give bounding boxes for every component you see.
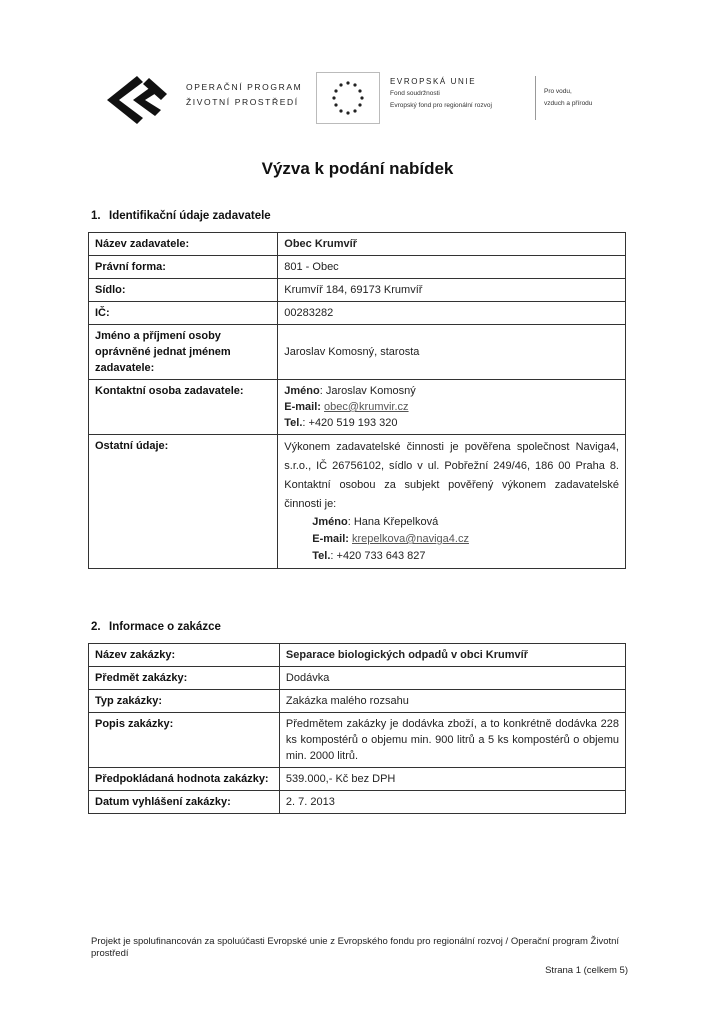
row-value: Dodávka — [279, 667, 625, 690]
footer-funding-note: Projekt je spolufinancován za spoluúčasti Evropské unie z Evropského fondu pro regionální rozvoj / Operační program Životní prostředí — [91, 936, 620, 959]
opzp-logo-icon — [103, 68, 173, 130]
row-label: IČ: — [89, 302, 278, 325]
table-row — [89, 690, 626, 713]
row-value: 539.000,- Kč bez DPH — [279, 768, 625, 791]
contract-info-table — [88, 643, 626, 814]
row-value: Předmětem zakázky je dodávka zboží, a to konkrétně dodávka 228 ks kompostérů o objemu min. 900 litrů a 5 ks kompostérů o objemu min. 2000 litrů. — [279, 713, 625, 768]
motto-text: Pro vodu, vzduch a přírodu — [544, 88, 593, 107]
table-row — [89, 713, 626, 768]
table-row — [89, 256, 626, 279]
row-value: Jaroslav Komosný, starosta — [278, 325, 626, 380]
row-label: Právní forma: — [89, 256, 278, 279]
row-value: 2. 7. 2013 — [279, 791, 625, 814]
row-value: Zakázka malého rozsahu — [279, 690, 625, 713]
row-label: Typ zakázky: — [89, 690, 280, 713]
contact-details: Jméno: Jaroslav Komosný E-mail: obec@krumvir.cz Tel.: +420 519 193 320 — [278, 380, 626, 435]
row-label: Kontaktní osoba zadavatele: — [89, 380, 278, 435]
row-label: Název zakázky: — [89, 644, 280, 667]
row-label: Sídlo: — [89, 279, 278, 302]
delegate-email-link[interactable]: krepelkova@naviga4.cz — [352, 533, 469, 545]
header-divider — [535, 76, 536, 120]
table-row — [89, 667, 626, 690]
row-label: Předpokládaná hodnota zakázky: — [89, 768, 280, 791]
contracting-authority-table — [88, 232, 626, 569]
row-value: Obec Krumvíř — [278, 233, 626, 256]
row-label: Jméno a příjmení osoby oprávněné jednat jménem zadavatele: — [89, 325, 278, 380]
row-label: Název zadavatele: — [89, 233, 278, 256]
table-row — [89, 791, 626, 814]
row-value: 00283282 — [278, 302, 626, 325]
table-row — [89, 279, 626, 302]
row-label: Ostatní údaje: — [89, 435, 278, 569]
contact-email-link[interactable]: obec@krumvir.cz — [324, 401, 409, 413]
page-number: Strana 1 (celkem 5) — [545, 965, 628, 976]
table-row — [89, 435, 626, 569]
section-1-heading: 1. Identifikační údaje zadavatele — [91, 210, 271, 222]
other-details: Výkonem zadavatelské činnosti je pověřena společnost Naviga4, s.r.o., IČ 26756102, sídlo v ul. Pobřežní 249/46, 186 00 Praha 8. Kontaktní osobou za subjekt pověřený výkonem zadavatelské činnosti je: Jméno: Hana Křepelková E-mail: krepelkova@naviga4.cz Tel.: +420 733 643 827 — [278, 435, 626, 569]
table-row — [89, 302, 626, 325]
table-row — [89, 644, 626, 667]
table-row — [89, 325, 626, 380]
row-label: Předmět zakázky: — [89, 667, 280, 690]
row-label: Popis zakázky: — [89, 713, 280, 768]
table-row — [89, 233, 626, 256]
section-2-heading: 2. Informace o zakázce — [91, 621, 221, 633]
row-value: 801 - Obec — [278, 256, 626, 279]
table-row — [89, 768, 626, 791]
row-label: Datum vyhlášení zakázky: — [89, 791, 280, 814]
table-row — [89, 380, 626, 435]
eu-flag-icon — [316, 72, 380, 124]
document-title: Výzva k podání nabídek — [261, 159, 454, 178]
row-value: Krumvíř 184, 69173 Krumvíř — [278, 279, 626, 302]
opzp-program-name: OPERAČNÍ PROGRAM ŽIVOTNÍ PROSTŘEDÍ — [186, 82, 303, 107]
row-value: Separace biologických odpadů v obci Krumvíř — [279, 644, 625, 667]
eu-funding-text: EVROPSKÁ UNIE Fond soudržnosti Evropský fond pro regionální rozvoj — [390, 77, 492, 109]
